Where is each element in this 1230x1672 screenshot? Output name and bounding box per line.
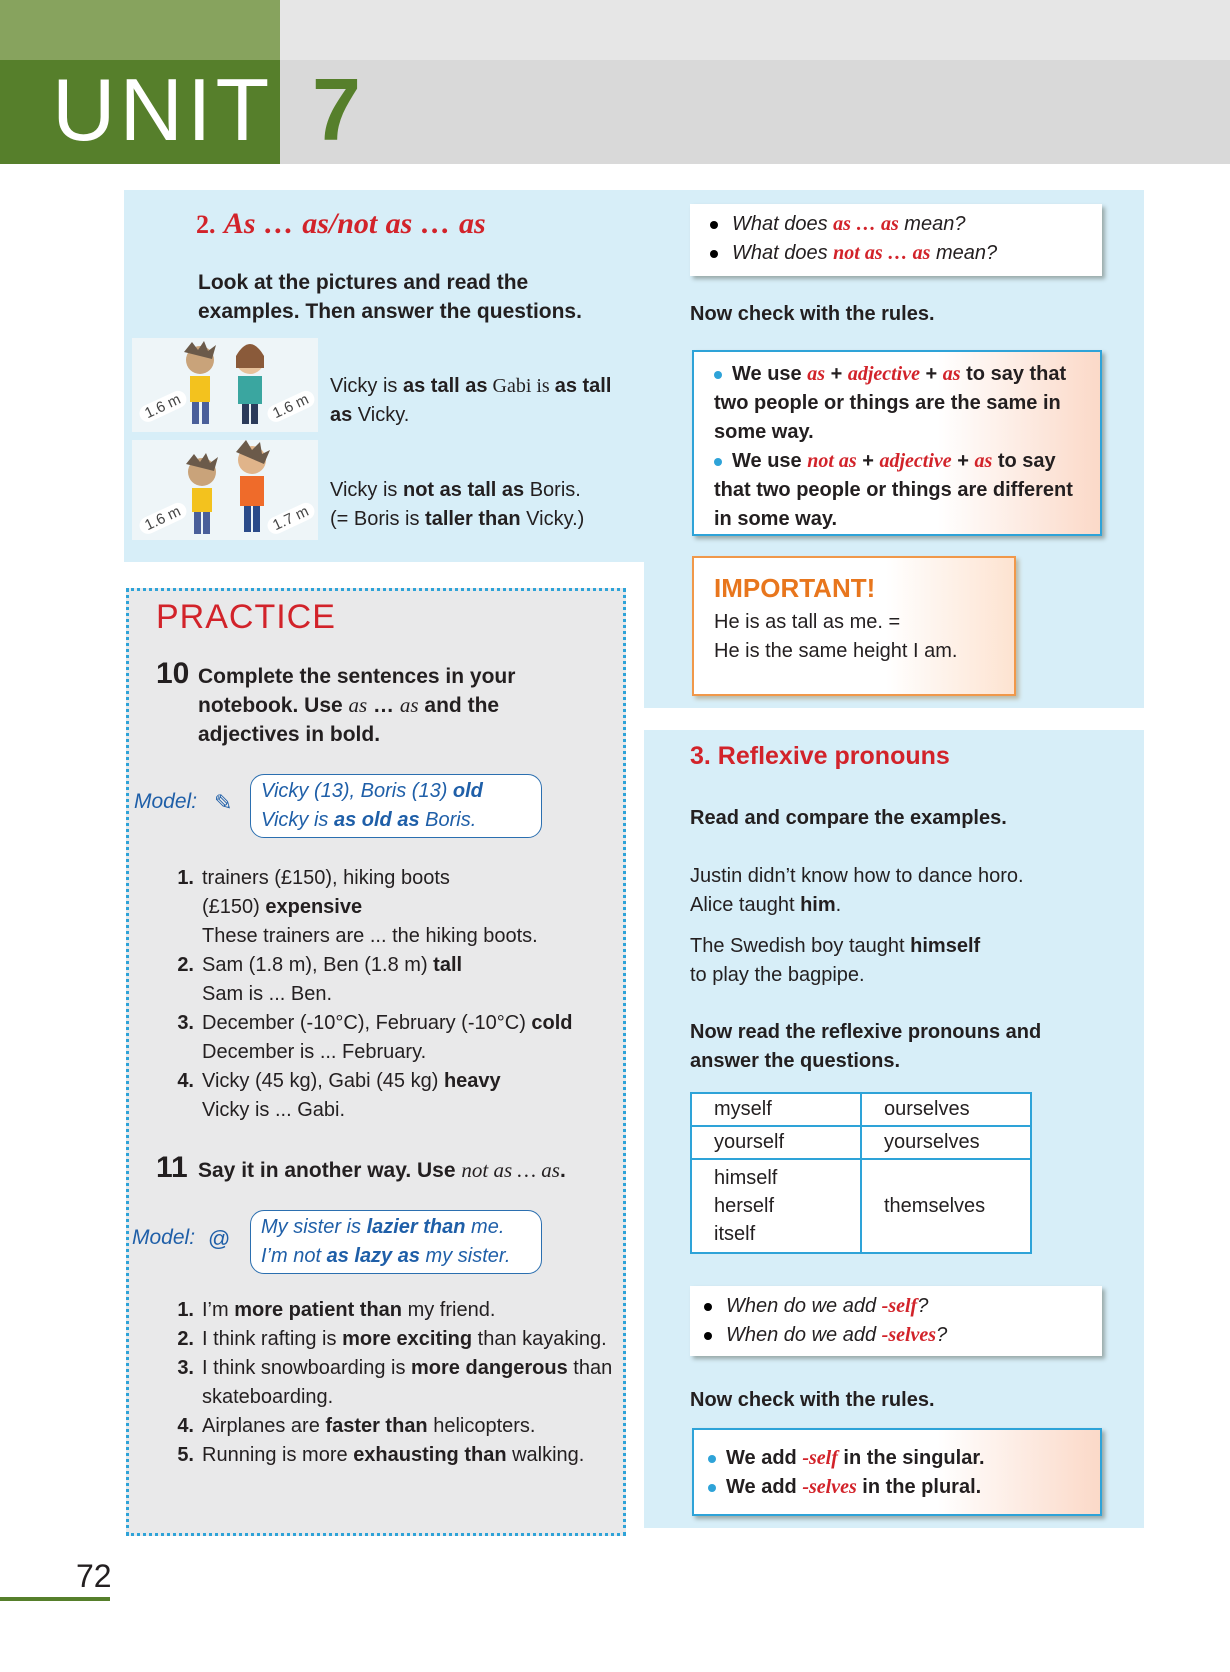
list-item: 2. Sam (1.8 m), Ben (1.8 m) tall Sam is ... Ben. xyxy=(177,954,463,1005)
section2-title: 2. As … as/not as … as xyxy=(196,207,486,240)
speech-icon: @ xyxy=(208,1226,231,1251)
rules-box xyxy=(692,350,1102,536)
list-item: 1. trainers (£150), hiking boots (£150) expensive These trainers are ... the hiking boots. xyxy=(177,867,538,947)
height-label: 1.6 m xyxy=(265,388,317,424)
kids-illustration-1 xyxy=(132,338,318,432)
reflexive-pronouns-table xyxy=(690,1092,1032,1254)
check-rules-text: Now check with the rules. xyxy=(690,1389,935,1411)
questions-box xyxy=(690,1286,1102,1356)
model-bubble: Vicky (13), Boris (13) old Vicky is as old as Boris. xyxy=(250,774,542,838)
question-item: When do we add -selves? xyxy=(704,1321,1088,1350)
height-label: 1.6 m xyxy=(137,388,189,424)
exercise-11-instructions: Say it in another way. Use not as … as. xyxy=(198,1158,566,1182)
exercise-11-list xyxy=(166,1296,622,1470)
header-band-right xyxy=(280,60,1230,164)
practice-title: PRACTICE xyxy=(156,598,336,636)
model-label: Model: xyxy=(132,1226,196,1249)
exercise-10-list xyxy=(166,864,626,1125)
footer-rule xyxy=(0,1597,110,1601)
exercise-10-instructions: Complete the sentences in your notebook. Use as … as and the adjectives in bold. xyxy=(198,665,516,746)
pencil-icon: ✎ xyxy=(214,790,233,815)
kids-different-height-image xyxy=(132,440,318,540)
important-title: IMPORTANT! xyxy=(714,573,876,603)
model-label: Model: xyxy=(134,790,198,813)
header-band-top-right xyxy=(280,0,1230,60)
list-item: 2. I think rafting is more exciting than kayaking. xyxy=(177,1328,607,1350)
question-item: When do we add -self? xyxy=(704,1292,1088,1321)
question-item: What does not as … as mean? xyxy=(710,239,1082,268)
question-item: What does as … as mean? xyxy=(710,210,1082,239)
kids-same-height-image xyxy=(132,338,318,432)
check-rules-text: Now check with the rules. xyxy=(690,303,935,325)
section3-instructions: Read and compare the examples. xyxy=(690,807,1007,829)
section3-title: 3. Reflexive pronouns xyxy=(690,742,950,770)
table-row: himself herself itself themselves xyxy=(691,1159,1031,1253)
table-row: yourself yourselves xyxy=(691,1126,1031,1159)
exercise-10-number: 10 xyxy=(156,657,190,690)
header-band-top-left xyxy=(0,0,280,60)
example-as-tall-as: Vicky is as tall as Gabi is as tall as Vicky. xyxy=(330,375,612,426)
rules-box xyxy=(692,1428,1102,1516)
example-not-as-tall-as: Vicky is not as tall as Boris. (= Boris is taller than Vicky.) xyxy=(330,479,585,530)
list-item: 5. Running is more exhausting than walking. xyxy=(177,1444,585,1466)
list-item: 4. Vicky (45 kg), Gabi (45 kg) heavy Vicky is ... Gabi. xyxy=(177,1070,501,1121)
rule-item: We use not as + adjective + as to say that two people or things are different in some way. xyxy=(714,450,1073,530)
rule-item: We add -selves in the plural. xyxy=(708,1473,1086,1502)
section3-instructions-2: Now read the reflexive pronouns and answer the questions. xyxy=(690,1021,1042,1072)
list-item: 1. I’m more patient than my friend. xyxy=(177,1299,496,1321)
list-item: 4. Airplanes are faster than helicopters. xyxy=(177,1415,536,1437)
unit-number: 7 xyxy=(312,60,361,159)
model-bubble: My sister is lazier than me. I’m not as lazy as my sister. xyxy=(250,1210,542,1274)
questions-box xyxy=(690,204,1102,276)
section3-example-2: The Swedish boy taught himself to play the bagpipe. xyxy=(690,935,981,986)
page-number: 72 xyxy=(76,1558,112,1594)
list-item: 3. I think snowboarding is more dangerous than skateboarding. xyxy=(177,1357,613,1408)
height-label: 1.7 m xyxy=(265,500,317,536)
list-item: 3. December (-10°C), February (-10°C) cold December is ... February. xyxy=(177,1012,573,1063)
important-box: IMPORTANT! He is as tall as me. = He is the same height I am. xyxy=(692,556,1016,696)
section3-example-1: Justin didn’t know how to dance horo. Alice taught him. xyxy=(690,865,1024,916)
rule-item: We use as + adjective + as to say that two people or things are the same in some way. xyxy=(714,363,1067,443)
rule-item: We add -self in the singular. xyxy=(708,1444,1086,1473)
section2-instructions: Look at the pictures and read the examples. Then answer the questions. xyxy=(198,271,582,323)
unit-label: UNIT xyxy=(52,60,274,159)
height-label: 1.6 m xyxy=(137,500,189,536)
exercise-11-number: 11 xyxy=(156,1151,188,1184)
table-row: myself ourselves xyxy=(691,1093,1031,1126)
